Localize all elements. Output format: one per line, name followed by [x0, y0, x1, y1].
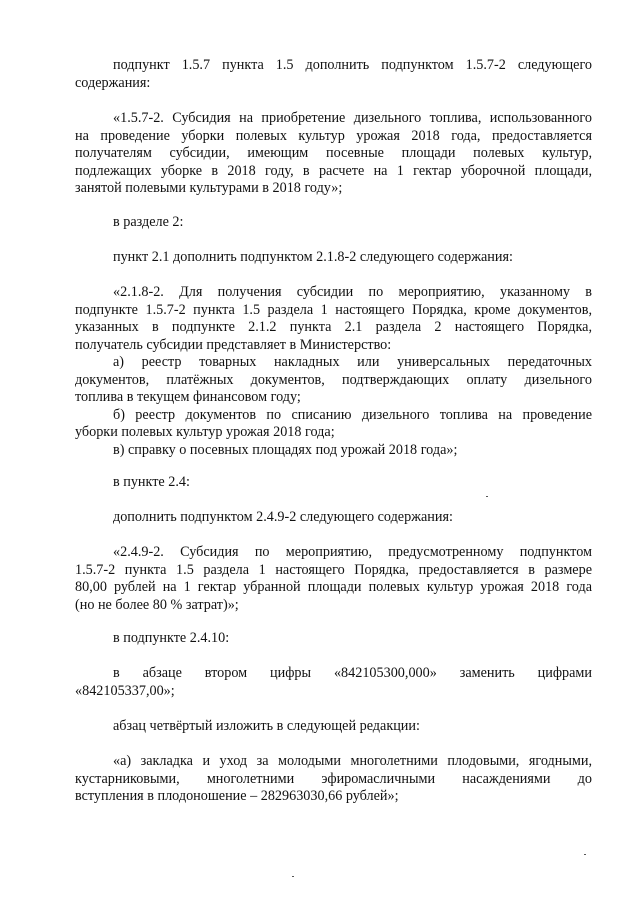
text-line: в) справку о посевных площадях под урожай 2018 года»;	[113, 441, 458, 458]
paragraph-add-2-4-9-2	[75, 509, 592, 527]
paragraph-item-2-1	[75, 249, 592, 267]
text-line: получатель субсидии представляет в Министерство:	[75, 336, 392, 353]
text-line: подпункте 1.5.7-2 пункта 1.5 раздела 1 настоящего Порядка, кроме документов,	[75, 301, 592, 318]
text-line: «а) закладка и уход за молодыми многолетними плодовыми, ягодными,	[113, 753, 592, 769]
text-line: 80,00 рублей на 1 гектар убранной площади полевых культур урожая 2018 года	[75, 579, 592, 595]
scan-speck	[486, 496, 488, 497]
text-line: а) реестр товарных накладных или универсальных передаточных	[113, 354, 592, 370]
text-line: в абзаце втором цифры «842105300,000» заменить цифрами	[113, 665, 592, 681]
scan-speck	[292, 876, 294, 877]
text-line: указанных в подпункте 2.1.2 пункта 2.1 раздела 2 настоящего Порядка,	[75, 319, 592, 335]
text-line: в разделе 2:	[113, 214, 184, 230]
text-line: в пункте 2.4:	[113, 474, 190, 490]
text-line: б) реестр документов по списанию дизельного топлива на проведение	[113, 406, 592, 423]
paragraph-1-5-7-2	[75, 110, 592, 198]
text-line: содержания:	[75, 74, 151, 91]
paragraph-section-2	[75, 214, 592, 232]
paragraph-replace-figures	[75, 665, 592, 700]
scan-speck	[584, 854, 586, 855]
paragraph-fourth-abzac	[75, 718, 592, 736]
text-line: дополнить подпунктом 2.4.9-2 следующего содержания:	[113, 509, 453, 525]
text-line: документов, платёжных документов, подтверждающих оплату дизельного	[75, 371, 592, 388]
text-line: «2.4.9-2. Субсидия по мероприятию, предусмотренному подпунктом	[113, 544, 592, 560]
paragraph-item-a	[75, 753, 592, 806]
text-line: «842105337,00»;	[75, 682, 175, 699]
text-line: абзац четвёртый изложить в следующей редакции:	[113, 718, 420, 734]
text-line: в подпункте 2.4.10:	[113, 630, 230, 646]
text-line: «2.1.8-2. Для получения субсидии по мероприятию, указанному в	[113, 284, 592, 300]
text-line: «1.5.7-2. Субсидия на приобретение дизельного топлива, использованного	[113, 110, 592, 126]
text-line: получателям субсидии, имеющим посевные площади полевых культур,	[75, 145, 592, 161]
text-line: уборки полевых культур урожая 2018 года;	[75, 424, 335, 440]
paragraph-subitem-2-4-10	[75, 630, 592, 648]
text-line: подлежащих уборке в 2018 году, в расчете на 1 гектар уборочной площади,	[75, 162, 592, 179]
paragraph-subitem-1-5-7	[75, 57, 592, 92]
text-line: на проведение уборки полевых культур урожая 2018 года, предоставляется	[75, 127, 592, 144]
text-line: подпункт 1.5.7 пункта 1.5 дополнить подпунктом 1.5.7-2 следующего	[113, 57, 592, 73]
text-line: (но не более 80 % затрат)»;	[75, 596, 239, 613]
text-line: вступления в плодоношение – 282963030,66 рублей»;	[75, 788, 399, 804]
paragraph-2-4-9-2	[75, 544, 592, 614]
text-line: пункт 2.1 дополнить подпунктом 2.1.8-2 следующего содержания:	[113, 249, 513, 265]
text-line: топлива в текущем финансовом году;	[75, 389, 301, 405]
text-line: занятой полевыми культурами в 2018 году»;	[75, 180, 343, 196]
text-line: кустарниковыми, многолетними эфиромасличными насаждениями до	[75, 770, 592, 787]
paragraph-2-1-8-2	[75, 284, 592, 459]
paragraph-item-2-4	[75, 474, 592, 492]
text-line: 1.5.7-2 пункта 1.5 раздела 1 настоящего Порядка, предоставляется в размере	[75, 561, 592, 578]
